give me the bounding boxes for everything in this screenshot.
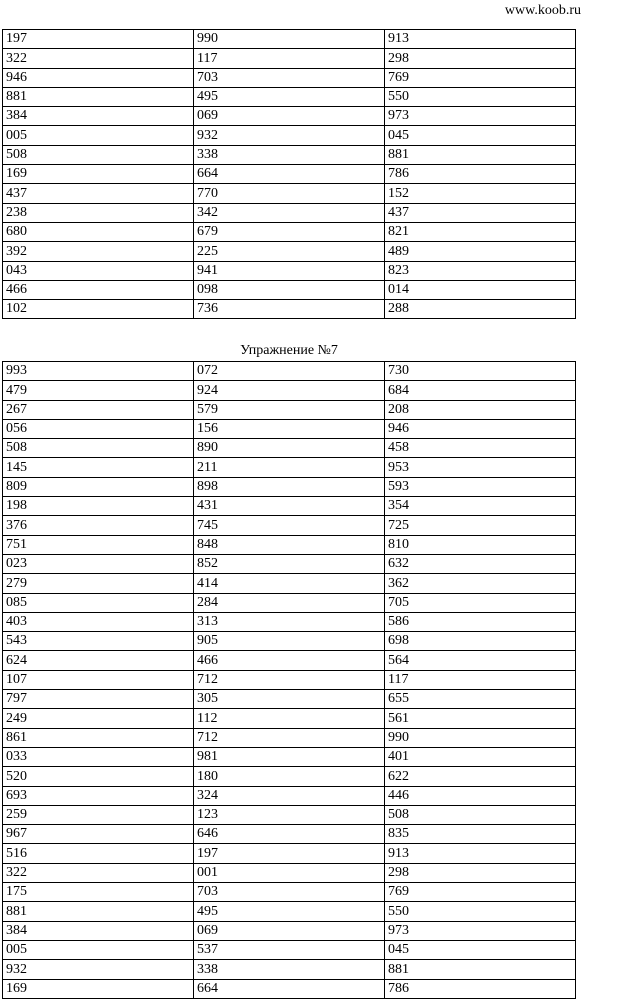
table-cell: 508	[3, 439, 194, 458]
table-cell: 797	[3, 690, 194, 709]
table-row	[3, 767, 576, 786]
table-cell: 679	[194, 222, 385, 241]
table-cell: 238	[3, 203, 194, 222]
table-cell: 932	[3, 960, 194, 979]
table-cell: 145	[3, 458, 194, 477]
table-row	[3, 362, 576, 381]
table-row	[3, 883, 576, 902]
table-cell: 881	[385, 960, 576, 979]
table-row	[3, 902, 576, 921]
table-cell: 313	[194, 612, 385, 631]
table-cell: 990	[194, 30, 385, 49]
table-cell: 751	[3, 535, 194, 554]
table-cell: 169	[3, 165, 194, 184]
table-cell: 198	[3, 497, 194, 516]
table-cell: 338	[194, 145, 385, 164]
table-row	[3, 670, 576, 689]
table-row	[3, 68, 576, 87]
table-cell: 913	[385, 844, 576, 863]
table-cell: 924	[194, 381, 385, 400]
table-cell: 014	[385, 280, 576, 299]
table-row	[3, 535, 576, 554]
table-row	[3, 574, 576, 593]
number-table-2	[2, 361, 576, 999]
table-cell: 941	[194, 261, 385, 280]
table-cell: 259	[3, 805, 194, 824]
table-cell: 632	[385, 554, 576, 573]
table-cell: 085	[3, 593, 194, 612]
table-cell: 990	[385, 728, 576, 747]
table-cell: 045	[385, 940, 576, 959]
table-cell: 622	[385, 767, 576, 786]
table-cell: 953	[385, 458, 576, 477]
table-cell: 305	[194, 690, 385, 709]
table-cell: 786	[385, 165, 576, 184]
number-table-1	[2, 29, 576, 319]
table-cell: 693	[3, 786, 194, 805]
table-cell: 056	[3, 419, 194, 438]
table-row	[3, 690, 576, 709]
table-cell: 769	[385, 883, 576, 902]
table-cell: 508	[385, 805, 576, 824]
table-row	[3, 921, 576, 940]
table-cell: 946	[385, 419, 576, 438]
table-cell: 005	[3, 940, 194, 959]
table-cell: 680	[3, 222, 194, 241]
table-cell: 905	[194, 632, 385, 651]
table-cell: 786	[385, 979, 576, 998]
table-cell: 354	[385, 497, 576, 516]
table-cell: 466	[3, 280, 194, 299]
table-row	[3, 49, 576, 68]
table-cell: 932	[194, 126, 385, 145]
table-cell: 466	[194, 651, 385, 670]
table-cell: 098	[194, 280, 385, 299]
table-cell: 045	[385, 126, 576, 145]
table-cell: 543	[3, 632, 194, 651]
table-cell: 890	[194, 439, 385, 458]
table-cell: 117	[385, 670, 576, 689]
table-row	[3, 863, 576, 882]
table-cell: 993	[3, 362, 194, 381]
table-cell: 861	[3, 728, 194, 747]
table-cell: 981	[194, 747, 385, 766]
exercise-title: Упражнение №7	[240, 343, 338, 358]
table-row	[3, 709, 576, 728]
table-cell: 112	[194, 709, 385, 728]
table-cell: 362	[385, 574, 576, 593]
table-cell: 376	[3, 516, 194, 535]
table-cell: 852	[194, 554, 385, 573]
table-row	[3, 165, 576, 184]
table-row	[3, 960, 576, 979]
table-cell: 175	[3, 883, 194, 902]
table-cell: 446	[385, 786, 576, 805]
table-cell: 703	[194, 68, 385, 87]
table-cell: 342	[194, 203, 385, 222]
table-cell: 520	[3, 767, 194, 786]
table-cell: 881	[385, 145, 576, 164]
table-row	[3, 145, 576, 164]
table-cell: 736	[194, 300, 385, 319]
table-row	[3, 458, 576, 477]
table-cell: 072	[194, 362, 385, 381]
table-cell: 267	[3, 400, 194, 419]
table-cell: 624	[3, 651, 194, 670]
table-row	[3, 979, 576, 998]
table-cell: 848	[194, 535, 385, 554]
table-cell: 458	[385, 439, 576, 458]
table-row	[3, 651, 576, 670]
table-cell: 284	[194, 593, 385, 612]
table-cell: 564	[385, 651, 576, 670]
table-row	[3, 593, 576, 612]
table-cell: 698	[385, 632, 576, 651]
table-row	[3, 126, 576, 145]
table-cell: 043	[3, 261, 194, 280]
table-cell: 322	[3, 49, 194, 68]
table-cell: 279	[3, 574, 194, 593]
table-row	[3, 825, 576, 844]
table-cell: 384	[3, 107, 194, 126]
table-cell: 069	[194, 921, 385, 940]
table-row	[3, 439, 576, 458]
table-row	[3, 632, 576, 651]
table-cell: 437	[3, 184, 194, 203]
table-row	[3, 747, 576, 766]
table-cell: 208	[385, 400, 576, 419]
table-cell: 881	[3, 87, 194, 106]
table-cell: 479	[3, 381, 194, 400]
table-cell: 197	[194, 844, 385, 863]
table-cell: 508	[3, 145, 194, 164]
table-row	[3, 477, 576, 496]
table-cell: 973	[385, 107, 576, 126]
table-row	[3, 203, 576, 222]
table-cell: 249	[3, 709, 194, 728]
table-cell: 431	[194, 497, 385, 516]
table-cell: 495	[194, 902, 385, 921]
table-cell: 770	[194, 184, 385, 203]
table-row	[3, 300, 576, 319]
table-cell: 489	[385, 242, 576, 261]
table-cell: 810	[385, 535, 576, 554]
table-row	[3, 419, 576, 438]
table-row	[3, 612, 576, 631]
table-cell: 298	[385, 863, 576, 882]
table-cell: 437	[385, 203, 576, 222]
table-cell: 516	[3, 844, 194, 863]
table-cell: 913	[385, 30, 576, 49]
table-cell: 123	[194, 805, 385, 824]
table-cell: 705	[385, 593, 576, 612]
table-cell: 946	[3, 68, 194, 87]
table-row	[3, 184, 576, 203]
table-cell: 403	[3, 612, 194, 631]
table-cell: 769	[385, 68, 576, 87]
site-url: www.koob.ru	[504, 3, 581, 18]
table-row	[3, 30, 576, 49]
table-row	[3, 728, 576, 747]
table-cell: 322	[3, 863, 194, 882]
table-cell: 225	[194, 242, 385, 261]
table-cell: 550	[385, 87, 576, 106]
table-cell: 881	[3, 902, 194, 921]
table-cell: 107	[3, 670, 194, 689]
table-cell: 384	[3, 921, 194, 940]
table-cell: 117	[194, 49, 385, 68]
table-row	[3, 805, 576, 824]
table-cell: 288	[385, 300, 576, 319]
table-cell: 197	[3, 30, 194, 49]
table-cell: 005	[3, 126, 194, 145]
table-row	[3, 786, 576, 805]
table-cell: 156	[194, 419, 385, 438]
table-cell: 835	[385, 825, 576, 844]
table-row	[3, 280, 576, 299]
table-cell: 392	[3, 242, 194, 261]
table-cell: 069	[194, 107, 385, 126]
table-cell: 414	[194, 574, 385, 593]
table-row	[3, 940, 576, 959]
table-cell: 646	[194, 825, 385, 844]
table-cell: 561	[385, 709, 576, 728]
table-row	[3, 261, 576, 280]
table-row	[3, 497, 576, 516]
table-cell: 967	[3, 825, 194, 844]
table-cell: 169	[3, 979, 194, 998]
table-cell: 664	[194, 979, 385, 998]
table-cell: 102	[3, 300, 194, 319]
table-cell: 684	[385, 381, 576, 400]
table-cell: 401	[385, 747, 576, 766]
table-cell: 579	[194, 400, 385, 419]
table-cell: 725	[385, 516, 576, 535]
table-cell: 655	[385, 690, 576, 709]
table-cell: 033	[3, 747, 194, 766]
table-cell: 809	[3, 477, 194, 496]
table-cell: 586	[385, 612, 576, 631]
table-row	[3, 87, 576, 106]
table-cell: 712	[194, 728, 385, 747]
table-cell: 537	[194, 940, 385, 959]
table-row	[3, 242, 576, 261]
table-cell: 593	[385, 477, 576, 496]
table-cell: 180	[194, 767, 385, 786]
table-cell: 495	[194, 87, 385, 106]
table-cell: 338	[194, 960, 385, 979]
table-cell: 823	[385, 261, 576, 280]
table-cell: 745	[194, 516, 385, 535]
table-cell: 821	[385, 222, 576, 241]
table-row	[3, 844, 576, 863]
table-row	[3, 222, 576, 241]
table-cell: 703	[194, 883, 385, 902]
table-row	[3, 400, 576, 419]
table-row	[3, 554, 576, 573]
table-cell: 211	[194, 458, 385, 477]
table-cell: 712	[194, 670, 385, 689]
table-row	[3, 107, 576, 126]
table-row	[3, 381, 576, 400]
table-cell: 001	[194, 863, 385, 882]
table-cell: 550	[385, 902, 576, 921]
table-row	[3, 516, 576, 535]
table-cell: 152	[385, 184, 576, 203]
table-cell: 023	[3, 554, 194, 573]
table-cell: 664	[194, 165, 385, 184]
table-cell: 730	[385, 362, 576, 381]
table-cell: 298	[385, 49, 576, 68]
table-cell: 973	[385, 921, 576, 940]
table-cell: 324	[194, 786, 385, 805]
table-cell: 898	[194, 477, 385, 496]
